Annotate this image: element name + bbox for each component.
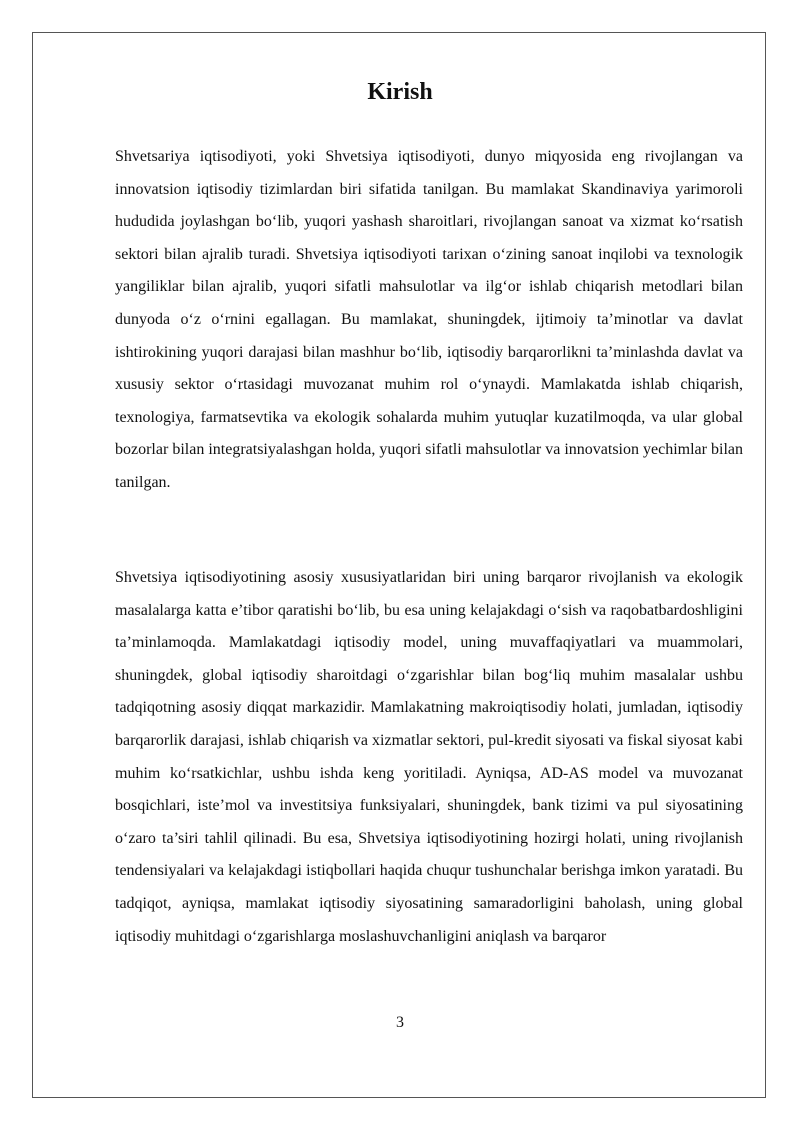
paragraph-2: Shvetsiya iqtisodiyotining asosiy xususiyatlaridan biri uning barqaror rivojlanish va ekologik masalalarga katta e’tibor qaratishi bo‘lib, bu esa uning kelajakdagi o‘sish va raqobatbardoshligini ta’minlamoqda. Mamlakatdagi iqtisodiy model, uning muvaffaqiyatlari va muammolari, shuningdek, global iqtisodiy sharoitdagi o‘zgarishlar bilan bog‘liq muhim masalalar ushbu tadqiqotning asosiy diqqat markazidir. Mamlakatning makroiqtisodiy holati, jumladan, iqtisodiy barqarorlik darajasi, ishlab chiqarish va xizmatlar sektori, pul-kredit siyosati va fiskal siyosat kabi muhim ko‘rsatkichlar, ushbu ishda keng yoritiladi. Ayniqsa, AD-AS model va muvozanat bosqichlari, iste’mol va investitsiya funksiyalari, shuningdek, bank tizimi va pul siyosatining o‘zaro ta’siri tahlil qilinadi. Bu esa, Shvetsiya iqtisodiyotining hozirgi holati, uning rivojlanish tendensiyalari va kelajakdagi istiqbollari haqida chuqur tushunchalar berishga imkon yaratadi. Bu tadqiqot, ayniqsa, mamlakat iqtisodiy siyosatining samaradorligini baholash, uning global iqtisodiy muhitdagi o‘zgarishlarga moslashuvchanligini aniqlash va barqaror	[115, 569, 743, 945]
page-title: Kirish	[367, 79, 433, 105]
paragraph-1: Shvetsariya iqtisodiyoti, yoki Shvetsiya iqtisodiyoti, dunyo miqyosida eng rivojlangan va innovatsion iqtisodiy tizimlardan biri sifatida tanilgan. Bu mamlakat Skandinaviya yarimoroli hududida joylashgan bo‘lib, yuqori yashash sharoitlari, rivojlangan sanoat va xizmat ko‘rsatish sektori bilan ajralib turadi. Shvetsiya iqtisodiyoti tarixan o‘zining sanoat inqilobi va texnologik yangiliklar bilan ajralib, yuqori sifatli mahsulotlar va ilg‘or ishlab chiqarish metodlari bilan dunyoda o‘z o‘rnini egallagan. Bu mamlakat, shuningdek, ijtimoiy ta’minotlar va davlat ishtirokining yuqori darajasi bilan mashhur bo‘lib, iqtisodiy barqarorlikni ta’minlashda davlat va xususiy sektor o‘rtasidagi muvozanat muhim rol o‘ynaydi. Mamlakatda ishlab chiqarish, texnologiya, farmatsevtika va ekologik sohalarda muhim yutuqlar kuzatilmoqda, va ular global bozorlar bilan integratsiyalashgan holda, yuqori sifatli mahsulotlar va innovatsion yechimlar bilan tanilgan.	[115, 148, 743, 491]
page-number: 3	[396, 1014, 404, 1031]
